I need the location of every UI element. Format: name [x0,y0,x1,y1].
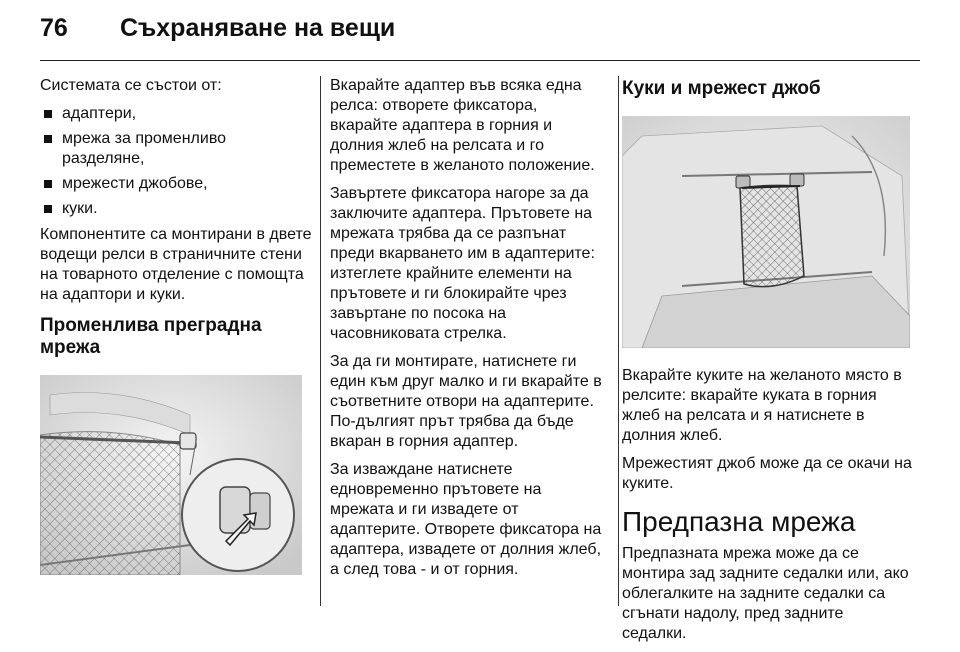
component-list [40,104,312,219]
system-intro: Системата се състои от: [40,77,222,94]
safety-net-paragraph: Предпазната мрежа може да се монтира зад задните седалки или, ако облегалките на задните седалки са сгънати надолу, пред задните седалки. [622,545,909,642]
bullet-square-icon [44,180,52,188]
section-heading-hooks-net-pocket: Куки и мрежест джоб [622,78,821,99]
page-number: 76 [40,14,68,42]
remove-net-paragraph: За изваждане натиснете едновременно прътовете на мрежата и ги извадете от адаптерите. Отворете фиксатора на адаптера, извадете от долния жлеб, а след това - и от горния. [330,461,602,578]
column-divider-2 [618,76,619,606]
bullet-square-icon [44,110,52,118]
list-item: мрежа за променливо разделяне, [40,129,312,169]
header-divider [40,60,920,61]
list-item: мрежести джобове, [40,174,312,194]
divider-net-adapter-illustration [40,375,302,575]
page-title: Съхраняване на вещи [120,14,396,42]
mount-rods-paragraph: За да ги монтирате, натиснете ги един към друг малко и ги вкарайте в съответните отвори на адаптерите. По-дългият прът трябва да бъде вкаран в горния адаптер. [330,353,602,450]
adapter-insert-paragraph: Вкарайте адаптер във всяка една релса: отворете фиксатора, вкарайте адаптера в горния и долния жлеб на релсата и го преместете в желаното положение. [330,77,595,174]
page-header [0,0,960,62]
column-divider-1 [320,76,321,606]
column-1 [40,76,312,575]
list-item: куки. [40,199,312,219]
column-2 [330,76,605,588]
lock-adapter-paragraph: Завъртете фиксатора нагоре за да заключите адаптера. Прътовете на мрежата трябва да се разпънат преди вкарването им в адаптерите: изтеглете крайните елементи на прътовете и ги блокирайте чрез завъртане по посока на часовниковата стрелка. [330,185,595,342]
components-paragraph: Компонентите са монтирани в двете водещи релси в страничните стени на товарното отделение с помощта на адаптори и куки. [40,226,312,303]
net-pocket-paragraph: Мрежестият джоб може да се окачи на куките. [622,455,912,492]
bullet-square-icon [44,205,52,213]
list-item: адаптери, [40,104,312,124]
section-heading-divider-net: Променлива преградна мрежа [40,315,262,358]
bullet-square-icon [44,135,52,143]
section-heading-safety-net: Предпазна мрежа [622,506,856,537]
hooks-net-pocket-illustration [622,116,910,348]
column-3 [622,76,912,652]
hooks-paragraph: Вкарайте куките на желаното място в релсите: вкарайте куката в горния жлеб на релсата и я натиснете в долния жлеб. [622,367,902,444]
